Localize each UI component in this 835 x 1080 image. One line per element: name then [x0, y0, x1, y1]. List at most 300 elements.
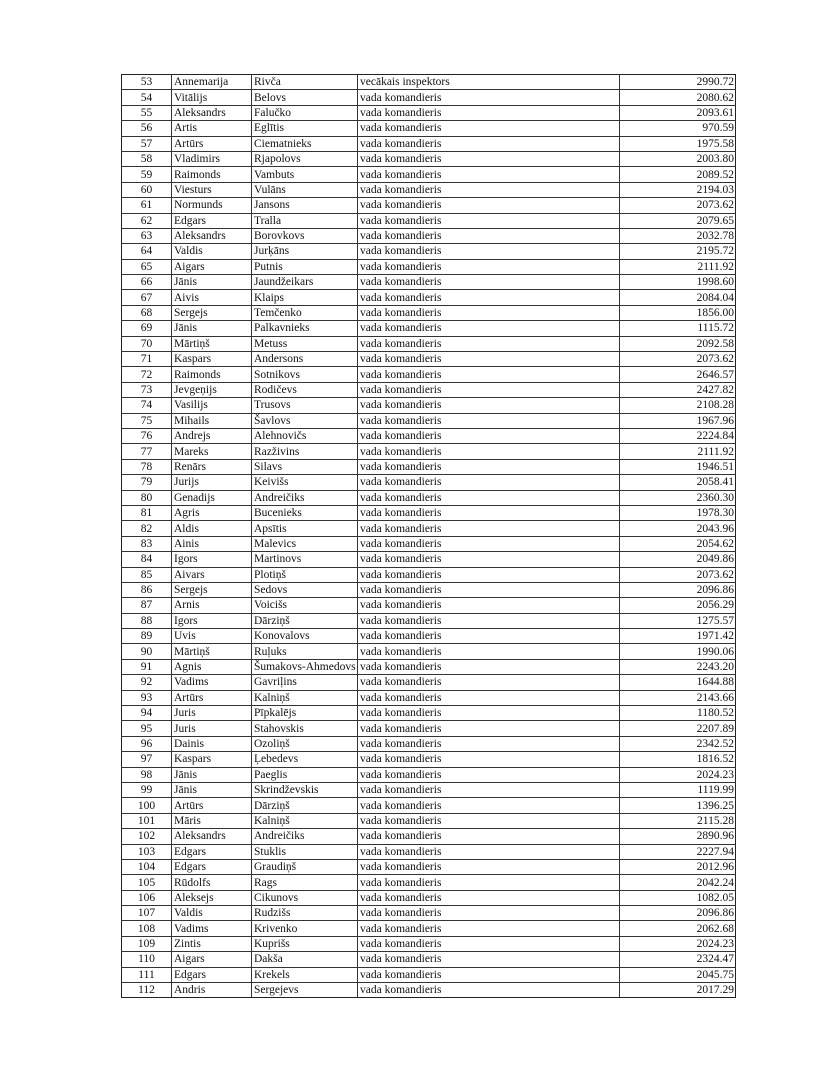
position-cell: vada komandieris [358, 167, 620, 182]
table-row [122, 829, 736, 844]
last-name-cell: Sergejevs [252, 983, 358, 998]
table-row [122, 952, 736, 967]
last-name-cell: Belovs [252, 90, 358, 105]
row-number-cell: 77 [122, 444, 172, 459]
amount-cell: 2042.24 [620, 875, 736, 890]
amount-cell: 1119.99 [620, 782, 736, 797]
last-name-cell: Jansons [252, 198, 358, 213]
table-row [122, 844, 736, 859]
amount-cell: 2194.03 [620, 182, 736, 197]
row-number-cell: 76 [122, 428, 172, 443]
amount-cell: 1971.42 [620, 629, 736, 644]
row-number-cell: 101 [122, 813, 172, 828]
table-row [122, 613, 736, 628]
row-number-cell: 68 [122, 305, 172, 320]
first-name-cell: Aleksejs [172, 890, 252, 905]
position-cell: vada komandieris [358, 613, 620, 628]
table-row [122, 151, 736, 166]
last-name-cell: Kalniņš [252, 690, 358, 705]
position-cell: vada komandieris [358, 859, 620, 874]
position-cell: vada komandieris [358, 198, 620, 213]
amount-cell: 2089.52 [620, 167, 736, 182]
position-cell: vada komandieris [358, 490, 620, 505]
salary-table [121, 74, 736, 998]
position-cell: vada komandieris [358, 875, 620, 890]
first-name-cell: Andrejs [172, 428, 252, 443]
table-row [122, 182, 736, 197]
row-number-cell: 59 [122, 167, 172, 182]
table-row [122, 459, 736, 474]
row-number-cell: 62 [122, 213, 172, 228]
row-number-cell: 85 [122, 567, 172, 582]
last-name-cell: Andersons [252, 352, 358, 367]
last-name-cell: Ļebedevs [252, 752, 358, 767]
last-name-cell: Plotiņš [252, 567, 358, 582]
first-name-cell: Edgars [172, 967, 252, 982]
last-name-cell: Malevics [252, 536, 358, 551]
table-row [122, 413, 736, 428]
position-cell: vada komandieris [358, 321, 620, 336]
position-cell: vada komandieris [358, 459, 620, 474]
amount-cell: 1998.60 [620, 275, 736, 290]
row-number-cell: 87 [122, 598, 172, 613]
table-row [122, 275, 736, 290]
position-cell: vada komandieris [358, 598, 620, 613]
row-number-cell: 90 [122, 644, 172, 659]
row-number-cell: 55 [122, 105, 172, 120]
first-name-cell: Ainis [172, 536, 252, 551]
row-number-cell: 80 [122, 490, 172, 505]
amount-cell: 1644.88 [620, 675, 736, 690]
position-cell: vada komandieris [358, 798, 620, 813]
amount-cell: 2093.61 [620, 105, 736, 120]
table-row [122, 813, 736, 828]
first-name-cell: Kaspars [172, 752, 252, 767]
position-cell: vada komandieris [358, 813, 620, 828]
amount-cell: 2360.30 [620, 490, 736, 505]
row-number-cell: 91 [122, 659, 172, 674]
position-cell: vada komandieris [358, 921, 620, 936]
row-number-cell: 82 [122, 521, 172, 536]
amount-cell: 2207.89 [620, 721, 736, 736]
first-name-cell: Agris [172, 505, 252, 520]
table-row [122, 736, 736, 751]
table-row [122, 582, 736, 597]
last-name-cell: Voicišs [252, 598, 358, 613]
amount-cell: 2024.23 [620, 936, 736, 951]
last-name-cell: Ozoliņš [252, 736, 358, 751]
table-row [122, 398, 736, 413]
row-number-cell: 74 [122, 398, 172, 413]
position-cell: vada komandieris [358, 352, 620, 367]
position-cell: vada komandieris [358, 428, 620, 443]
amount-cell: 2111.92 [620, 259, 736, 274]
last-name-cell: Putnis [252, 259, 358, 274]
position-cell: vada komandieris [358, 752, 620, 767]
table-row [122, 213, 736, 228]
table-row [122, 798, 736, 813]
first-name-cell: Arnis [172, 598, 252, 613]
table-row [122, 629, 736, 644]
row-number-cell: 84 [122, 552, 172, 567]
table-row [122, 352, 736, 367]
amount-cell: 2084.04 [620, 290, 736, 305]
amount-cell: 1856.00 [620, 305, 736, 320]
position-cell: vada komandieris [358, 367, 620, 382]
last-name-cell: Trusovs [252, 398, 358, 413]
last-name-cell: Stahovskis [252, 721, 358, 736]
last-name-cell: Klaips [252, 290, 358, 305]
first-name-cell: Aldis [172, 521, 252, 536]
row-number-cell: 86 [122, 582, 172, 597]
last-name-cell: Krivenko [252, 921, 358, 936]
amount-cell: 2043.96 [620, 521, 736, 536]
first-name-cell: Vladimirs [172, 151, 252, 166]
row-number-cell: 71 [122, 352, 172, 367]
first-name-cell: Raimonds [172, 167, 252, 182]
first-name-cell: Aleksandrs [172, 228, 252, 243]
last-name-cell: Šumakovs-Ahmedovs [252, 659, 358, 674]
position-cell: vada komandieris [358, 567, 620, 582]
first-name-cell: Vasilijs [172, 398, 252, 413]
amount-cell: 2045.75 [620, 967, 736, 982]
table-row [122, 859, 736, 874]
position-cell: vada komandieris [358, 890, 620, 905]
amount-cell: 2073.62 [620, 567, 736, 582]
position-cell: vada komandieris [358, 290, 620, 305]
amount-cell: 2224.84 [620, 428, 736, 443]
position-cell: vada komandieris [358, 275, 620, 290]
position-cell: vada komandieris [358, 967, 620, 982]
row-number-cell: 93 [122, 690, 172, 705]
first-name-cell: Agnis [172, 659, 252, 674]
amount-cell: 2646.57 [620, 367, 736, 382]
row-number-cell: 75 [122, 413, 172, 428]
table-row [122, 321, 736, 336]
amount-cell: 2054.62 [620, 536, 736, 551]
row-number-cell: 102 [122, 829, 172, 844]
position-cell: vada komandieris [358, 228, 620, 243]
first-name-cell: Juris [172, 706, 252, 721]
last-name-cell: Silavs [252, 459, 358, 474]
last-name-cell: Apsītis [252, 521, 358, 536]
row-number-cell: 60 [122, 182, 172, 197]
row-number-cell: 107 [122, 906, 172, 921]
amount-cell: 2108.28 [620, 398, 736, 413]
last-name-cell: Rodičevs [252, 382, 358, 397]
amount-cell: 2079.65 [620, 213, 736, 228]
last-name-cell: Dārziņš [252, 613, 358, 628]
table-row [122, 428, 736, 443]
position-cell: vada komandieris [358, 305, 620, 320]
amount-cell: 2243.20 [620, 659, 736, 674]
position-cell: vada komandieris [358, 767, 620, 782]
position-cell: vada komandieris [358, 182, 620, 197]
first-name-cell: Māris [172, 813, 252, 828]
table-row [122, 228, 736, 243]
position-cell: vada komandieris [358, 706, 620, 721]
last-name-cell: Jurķāns [252, 244, 358, 259]
last-name-cell: Sotnikovs [252, 367, 358, 382]
first-name-cell: Vadims [172, 921, 252, 936]
amount-cell: 1275.57 [620, 613, 736, 628]
row-number-cell: 67 [122, 290, 172, 305]
last-name-cell: Tralla [252, 213, 358, 228]
table-row [122, 752, 736, 767]
first-name-cell: Genadijs [172, 490, 252, 505]
first-name-cell: Raimonds [172, 367, 252, 382]
table-row [122, 336, 736, 351]
row-number-cell: 100 [122, 798, 172, 813]
table-row [122, 121, 736, 136]
amount-cell: 2003.80 [620, 151, 736, 166]
table-row [122, 690, 736, 705]
position-cell: vada komandieris [358, 721, 620, 736]
first-name-cell: Uvis [172, 629, 252, 644]
first-name-cell: Jānis [172, 275, 252, 290]
amount-cell: 1946.51 [620, 459, 736, 474]
row-number-cell: 111 [122, 967, 172, 982]
position-cell: vada komandieris [358, 90, 620, 105]
table-row [122, 90, 736, 105]
first-name-cell: Aivars [172, 567, 252, 582]
position-cell: vada komandieris [358, 690, 620, 705]
first-name-cell: Edgars [172, 859, 252, 874]
last-name-cell: Alehnovičs [252, 428, 358, 443]
amount-cell: 2080.62 [620, 90, 736, 105]
first-name-cell: Mihails [172, 413, 252, 428]
last-name-cell: Metuss [252, 336, 358, 351]
row-number-cell: 99 [122, 782, 172, 797]
table-row [122, 475, 736, 490]
table-row [122, 521, 736, 536]
table-row [122, 567, 736, 582]
row-number-cell: 103 [122, 844, 172, 859]
row-number-cell: 94 [122, 706, 172, 721]
row-number-cell: 96 [122, 736, 172, 751]
last-name-cell: Stuklis [252, 844, 358, 859]
position-cell: vada komandieris [358, 829, 620, 844]
table-row [122, 367, 736, 382]
first-name-cell: Igors [172, 552, 252, 567]
first-name-cell: Vadims [172, 675, 252, 690]
row-number-cell: 97 [122, 752, 172, 767]
last-name-cell: Kuprišs [252, 936, 358, 951]
amount-cell: 1396.25 [620, 798, 736, 813]
amount-cell: 2024.23 [620, 767, 736, 782]
last-name-cell: Graudiņš [252, 859, 358, 874]
first-name-cell: Aivis [172, 290, 252, 305]
first-name-cell: Viesturs [172, 182, 252, 197]
table-row [122, 644, 736, 659]
position-cell: vada komandieris [358, 213, 620, 228]
position-cell: vada komandieris [358, 644, 620, 659]
first-name-cell: Aigars [172, 952, 252, 967]
table-row [122, 167, 736, 182]
table-row [122, 505, 736, 520]
row-number-cell: 72 [122, 367, 172, 382]
first-name-cell: Igors [172, 613, 252, 628]
last-name-cell: Krekels [252, 967, 358, 982]
position-cell: vada komandieris [358, 151, 620, 166]
last-name-cell: Paeglis [252, 767, 358, 782]
last-name-cell: Rivča [252, 75, 358, 90]
row-number-cell: 89 [122, 629, 172, 644]
amount-cell: 2342.52 [620, 736, 736, 751]
row-number-cell: 95 [122, 721, 172, 736]
amount-cell: 2049.86 [620, 552, 736, 567]
row-number-cell: 88 [122, 613, 172, 628]
first-name-cell: Sergejs [172, 582, 252, 597]
first-name-cell: Artis [172, 121, 252, 136]
last-name-cell: Cikunovs [252, 890, 358, 905]
first-name-cell: Andris [172, 983, 252, 998]
table-row [122, 921, 736, 936]
table-row [122, 244, 736, 259]
amount-cell: 2111.92 [620, 444, 736, 459]
position-cell: vada komandieris [358, 659, 620, 674]
position-cell: vecākais inspektors [358, 75, 620, 90]
row-number-cell: 66 [122, 275, 172, 290]
table-body [122, 75, 736, 998]
first-name-cell: Normunds [172, 198, 252, 213]
row-number-cell: 105 [122, 875, 172, 890]
last-name-cell: Jaundžeikars [252, 275, 358, 290]
table-row [122, 967, 736, 982]
position-cell: vada komandieris [358, 413, 620, 428]
amount-cell: 970.59 [620, 121, 736, 136]
last-name-cell: Rags [252, 875, 358, 890]
table-row [122, 782, 736, 797]
last-name-cell: Šavlovs [252, 413, 358, 428]
last-name-cell: Vambuts [252, 167, 358, 182]
table-row [122, 136, 736, 151]
last-name-cell: Ruļuks [252, 644, 358, 659]
amount-cell: 2073.62 [620, 352, 736, 367]
first-name-cell: Zintis [172, 936, 252, 951]
last-name-cell: Skrindževskis [252, 782, 358, 797]
position-cell: vada komandieris [358, 521, 620, 536]
position-cell: vada komandieris [358, 952, 620, 967]
first-name-cell: Sergejs [172, 305, 252, 320]
row-number-cell: 58 [122, 151, 172, 166]
last-name-cell: Borovkovs [252, 228, 358, 243]
amount-cell: 1180.52 [620, 706, 736, 721]
amount-cell: 2195.72 [620, 244, 736, 259]
last-name-cell: Falučko [252, 105, 358, 120]
table-row [122, 767, 736, 782]
first-name-cell: Renārs [172, 459, 252, 474]
last-name-cell: Razživins [252, 444, 358, 459]
row-number-cell: 56 [122, 121, 172, 136]
row-number-cell: 78 [122, 459, 172, 474]
last-name-cell: Sedovs [252, 582, 358, 597]
amount-cell: 1975.58 [620, 136, 736, 151]
row-number-cell: 83 [122, 536, 172, 551]
first-name-cell: Jevgeņijs [172, 382, 252, 397]
last-name-cell: Konovalovs [252, 629, 358, 644]
table-row [122, 906, 736, 921]
row-number-cell: 109 [122, 936, 172, 951]
last-name-cell: Ciematnieks [252, 136, 358, 151]
first-name-cell: Jānis [172, 767, 252, 782]
table-row [122, 936, 736, 951]
first-name-cell: Aleksandrs [172, 105, 252, 120]
last-name-cell: Gavriļins [252, 675, 358, 690]
table-row [122, 305, 736, 320]
position-cell: vada komandieris [358, 936, 620, 951]
row-number-cell: 53 [122, 75, 172, 90]
table-row [122, 721, 736, 736]
last-name-cell: Pīpkalējs [252, 706, 358, 721]
amount-cell: 2012.96 [620, 859, 736, 874]
row-number-cell: 98 [122, 767, 172, 782]
last-name-cell: Keivišs [252, 475, 358, 490]
table-row [122, 598, 736, 613]
position-cell: vada komandieris [358, 121, 620, 136]
table-row [122, 983, 736, 998]
position-cell: vada komandieris [358, 136, 620, 151]
amount-cell: 2096.86 [620, 906, 736, 921]
amount-cell: 2056.29 [620, 598, 736, 613]
position-cell: vada komandieris [358, 536, 620, 551]
table-row [122, 444, 736, 459]
last-name-cell: Eglītis [252, 121, 358, 136]
row-number-cell: 73 [122, 382, 172, 397]
first-name-cell: Kaspars [172, 352, 252, 367]
position-cell: vada komandieris [358, 244, 620, 259]
first-name-cell: Mārtiņš [172, 644, 252, 659]
row-number-cell: 79 [122, 475, 172, 490]
amount-cell: 1816.52 [620, 752, 736, 767]
position-cell: vada komandieris [358, 582, 620, 597]
last-name-cell: Dakša [252, 952, 358, 967]
first-name-cell: Aigars [172, 259, 252, 274]
position-cell: vada komandieris [358, 398, 620, 413]
position-cell: vada komandieris [358, 444, 620, 459]
table-row [122, 659, 736, 674]
first-name-cell: Annemarija [172, 75, 252, 90]
row-number-cell: 81 [122, 505, 172, 520]
table-row [122, 259, 736, 274]
first-name-cell: Artūrs [172, 690, 252, 705]
last-name-cell: Temčenko [252, 305, 358, 320]
row-number-cell: 92 [122, 675, 172, 690]
table-row [122, 75, 736, 90]
position-cell: vada komandieris [358, 782, 620, 797]
amount-cell: 2890.96 [620, 829, 736, 844]
first-name-cell: Mārtiņš [172, 336, 252, 351]
first-name-cell: Artūrs [172, 136, 252, 151]
last-name-cell: Rjapolovs [252, 151, 358, 166]
last-name-cell: Martinovs [252, 552, 358, 567]
amount-cell: 2032.78 [620, 228, 736, 243]
amount-cell: 2990.72 [620, 75, 736, 90]
first-name-cell: Aleksandrs [172, 829, 252, 844]
table-row [122, 382, 736, 397]
amount-cell: 2427.82 [620, 382, 736, 397]
table-row [122, 706, 736, 721]
last-name-cell: Andreičiks [252, 829, 358, 844]
amount-cell: 1967.96 [620, 413, 736, 428]
table-row [122, 290, 736, 305]
position-cell: vada komandieris [358, 382, 620, 397]
first-name-cell: Dainis [172, 736, 252, 751]
position-cell: vada komandieris [358, 736, 620, 751]
table-row [122, 198, 736, 213]
amount-cell: 2058.41 [620, 475, 736, 490]
amount-cell: 1082.05 [620, 890, 736, 905]
